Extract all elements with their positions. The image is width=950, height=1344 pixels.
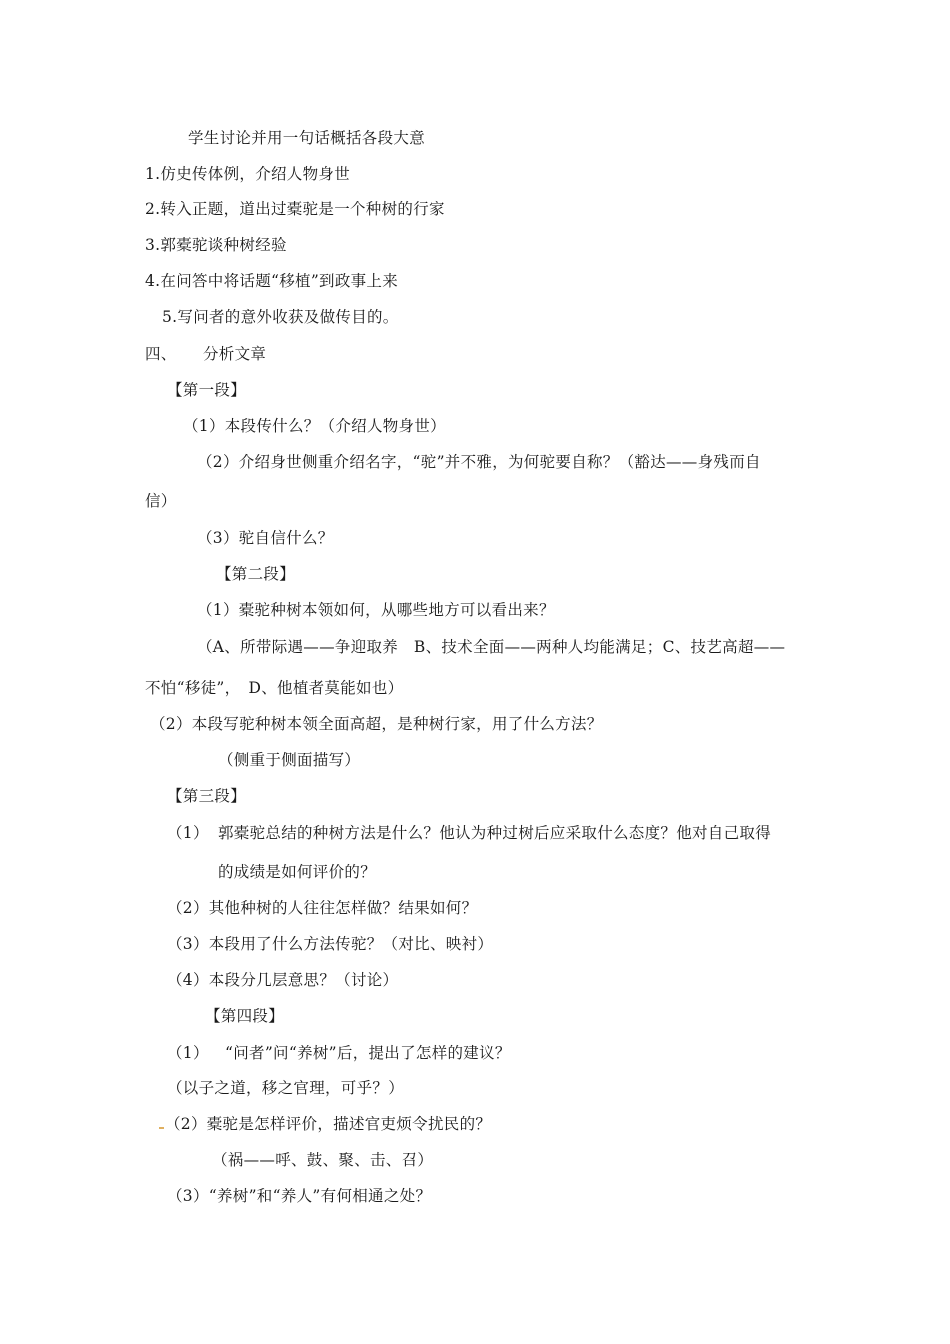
p2-question-2: （2）本段写驼种树本领全面高超，是种树行家，用了什么方法？	[150, 715, 603, 733]
p1-question-1: （1）本段传什么？（介绍人物身世）	[183, 417, 446, 435]
paragraph-4-heading: 【第四段】	[205, 1007, 285, 1025]
p2-answer-1: （A、所带际遇——争迎取养 B、技术全面——两种人均能满足；C、技艺高超——	[197, 638, 786, 656]
p4-question-3: （3）“养树”和“养人”有何相通之处？	[167, 1187, 432, 1205]
paragraph-3-heading: 【第三段】	[167, 787, 247, 805]
p3-question-4: （4）本段分几层意思？（讨论）	[167, 971, 399, 989]
section-title: 分析文章	[203, 345, 267, 363]
summary-item-2: 2.转入正题，道出过橐驼是一个种树的行家	[145, 200, 445, 218]
section-number: 四、	[145, 345, 177, 363]
p4-question-2: （2）橐驼是怎样评价，描述官吏烦令扰民的？	[165, 1115, 492, 1133]
p4-answer-1: （以子之道，移之官理，可乎？）	[167, 1079, 405, 1097]
p3-question-1-number: （1）	[167, 824, 209, 842]
summary-intro: 学生讨论并用一句话概括各段大意	[188, 129, 426, 147]
p1-question-2-cont: 信）	[145, 492, 177, 510]
paragraph-2-heading: 【第二段】	[216, 565, 296, 583]
p3-question-2: （2）其他种树的人往往怎样做？结果如何？	[167, 899, 478, 917]
p3-question-1: 郭橐驼总结的种树方法是什么？他认为种过树后应采取什么态度？他对自己取得	[218, 824, 772, 842]
summary-item-3: 3.郭橐驼谈种树经验	[145, 236, 287, 254]
p4-question-2-wrap	[158, 1114, 491, 1134]
paragraph-1-heading: 【第一段】	[167, 381, 247, 399]
p4-question-1-number: （1）	[167, 1044, 209, 1062]
p2-answer-1-cont: 不怕“移徒”， D、他植者莫能如也）	[145, 679, 404, 697]
p4-answer-2: （祸——呼、鼓、聚、击、召）	[212, 1151, 434, 1169]
summary-item-5: 5.写问者的意外收获及做传目的。	[162, 308, 399, 326]
p1-question-2: （2）介绍身世侧重介绍名字，“驼”并不雅，为何驼要自称？（豁达——身残而自	[197, 453, 761, 471]
p3-question-1-cont: 的成绩是如何评价的？	[218, 863, 377, 881]
edit-mark	[159, 1127, 164, 1129]
p4-question-1: “问者”问“养树”后，提出了怎样的建议？	[225, 1044, 511, 1062]
p2-question-1: （1）橐驼种树本领如何，从哪些地方可以看出来？	[197, 601, 555, 619]
p2-answer-2: （侧重于侧面描写）	[218, 751, 361, 769]
summary-item-4: 4.在问答中将话题“移植”到政事上来	[145, 272, 399, 290]
p3-question-3: （3）本段用了什么方法传驼？（对比、映衬）	[167, 935, 494, 953]
p1-question-3: （3）驼自信什么？	[197, 529, 334, 547]
summary-item-1: 1.仿史传体例，介绍人物身世	[145, 165, 350, 183]
